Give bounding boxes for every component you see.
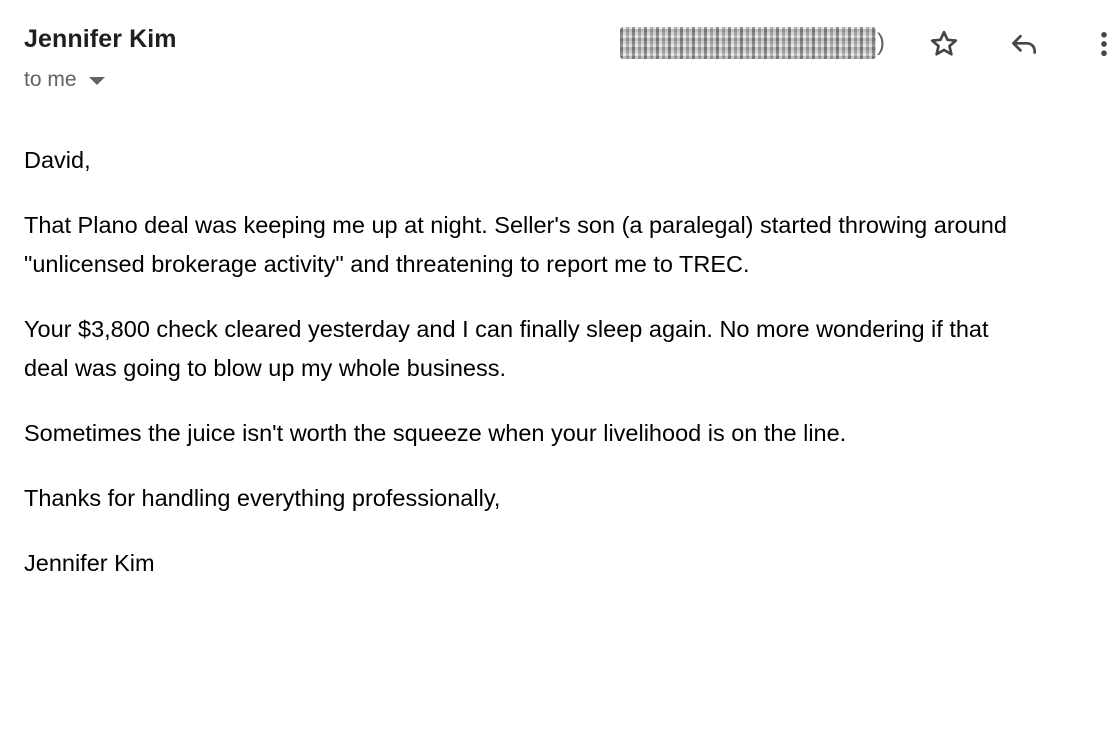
message-header <box>0 0 1112 110</box>
more-options-button[interactable] <box>1082 22 1112 66</box>
star-icon <box>927 27 961 61</box>
paragraph-1 <box>24 206 1112 284</box>
redacted-email-pixelation <box>620 27 876 59</box>
sender-email <box>620 26 885 60</box>
caret-down-icon <box>89 77 105 85</box>
paragraph-1-line-2: "unlicensed brokerage activity" and threatening to report me to TREC. <box>24 251 750 277</box>
paragraph-1-line-1: That Plano deal was keeping me up at night. Seller's son (a paralegal) started throwing around <box>24 212 1007 238</box>
message-body <box>24 141 1112 609</box>
paragraph-2 <box>24 310 1112 388</box>
recipient-label: to me <box>24 68 77 91</box>
paragraph-3: Sometimes the juice isn't worth the squeeze when your livelihood is on the line. <box>24 420 847 446</box>
paragraph-2-line-1: Your $3,800 check cleared yesterday and I can finally sleep again. No more wondering if that <box>24 316 989 342</box>
reply-button[interactable] <box>1002 22 1046 66</box>
signature: Jennifer Kim <box>24 550 155 576</box>
paragraph-2-line-2: deal was going to blow up my whole business. <box>24 355 507 381</box>
more-vert-icon <box>1087 27 1112 61</box>
recipient-details-toggle[interactable] <box>24 68 105 92</box>
greeting: David, <box>24 147 91 173</box>
closing: Thanks for handling everything professionally, <box>24 485 501 511</box>
reply-icon <box>1007 27 1041 61</box>
star-button[interactable] <box>922 22 966 66</box>
sender-email-suffix: ) <box>877 29 885 56</box>
sender-name[interactable]: Jennifer Kim <box>24 25 177 53</box>
